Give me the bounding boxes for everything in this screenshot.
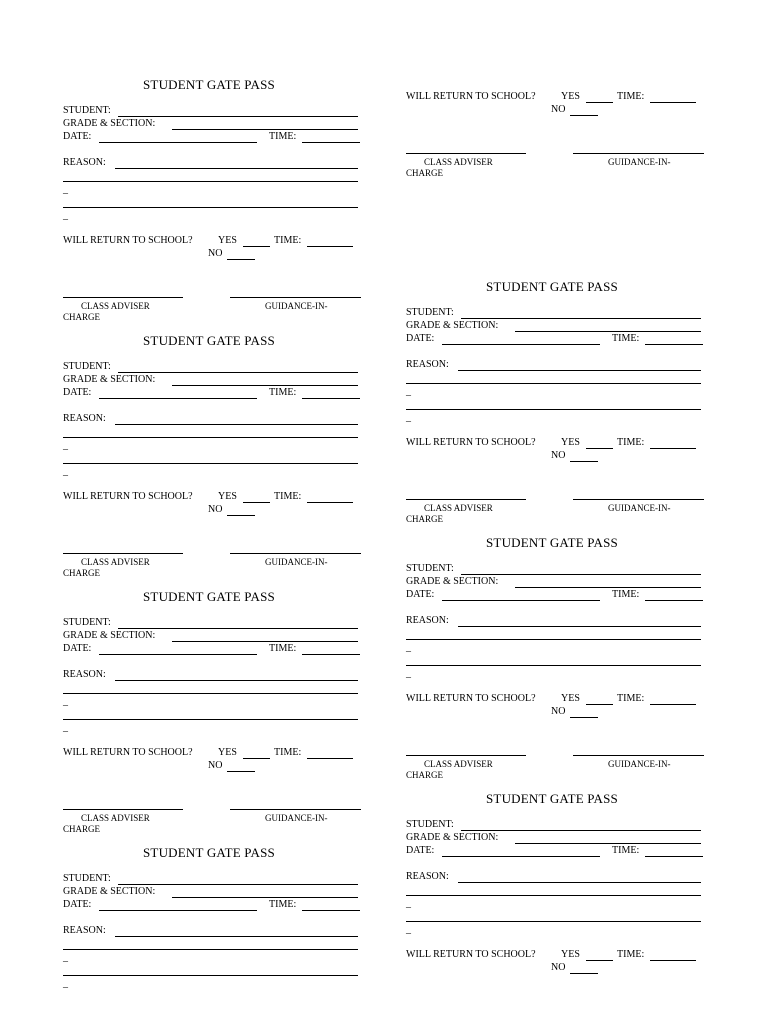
student-field[interactable] [118, 884, 358, 885]
will-return-label: WILL RETURN TO SCHOOL? [63, 235, 193, 246]
no-label: NO [208, 504, 223, 515]
yes-label: YES [218, 747, 237, 758]
dash-mark: _ [406, 642, 411, 653]
pass-title: STUDENT GATE PASS [486, 535, 618, 550]
reason-label: REASON: [406, 615, 449, 626]
grade-section-field[interactable] [515, 587, 701, 588]
no-label: NO [551, 450, 566, 461]
dash-mark: _ [406, 898, 411, 909]
return-time-label: TIME: [274, 235, 302, 246]
no-field[interactable] [570, 717, 598, 718]
no-field[interactable] [570, 461, 598, 462]
grade-section-label: GRADE & SECTION: [406, 320, 499, 331]
will-return-label: WILL RETURN TO SCHOOL? [406, 437, 536, 448]
dash-mark: _ [406, 924, 411, 935]
yes-label: YES [218, 491, 237, 502]
grade-section-field[interactable] [172, 129, 358, 130]
guidance-signature-line[interactable] [230, 809, 361, 810]
student-field[interactable] [461, 830, 701, 831]
pass-title: STUDENT GATE PASS [143, 845, 275, 860]
class-adviser-label: CLASS ADVISER [81, 557, 150, 567]
class-adviser-signature-line[interactable] [63, 297, 183, 298]
return-time-field[interactable] [650, 704, 696, 705]
grade-section-label: GRADE & SECTION: [63, 630, 156, 641]
yes-field[interactable] [586, 448, 613, 449]
reason-label: REASON: [63, 925, 106, 936]
no-field[interactable] [570, 115, 598, 116]
guidance-signature-line[interactable] [573, 755, 704, 756]
return-time-label: TIME: [617, 949, 645, 960]
grade-section-field[interactable] [515, 331, 701, 332]
time-label: TIME: [269, 899, 297, 910]
reason-label: REASON: [63, 413, 106, 424]
time-field[interactable] [302, 654, 360, 655]
reason-field-2[interactable] [406, 383, 701, 384]
yes-field[interactable] [586, 960, 613, 961]
student-field[interactable] [118, 372, 358, 373]
dash-mark: _ [63, 440, 68, 451]
student-field[interactable] [461, 574, 701, 575]
time-field[interactable] [645, 344, 703, 345]
grade-section-label: GRADE & SECTION: [406, 832, 499, 843]
will-return-label: WILL RETURN TO SCHOOL? [63, 491, 193, 502]
return-time-field[interactable] [650, 102, 696, 103]
student-field[interactable] [118, 628, 358, 629]
will-return-label: WILL RETURN TO SCHOOL? [63, 747, 193, 758]
reason-field-3[interactable] [63, 463, 358, 464]
class-adviser-signature-line[interactable] [406, 153, 526, 154]
no-field[interactable] [227, 515, 255, 516]
no-label: NO [208, 248, 223, 259]
pass-title: STUDENT GATE PASS [486, 791, 618, 806]
pass-title: STUDENT GATE PASS [143, 333, 275, 348]
no-field[interactable] [227, 259, 255, 260]
reason-field-1[interactable] [458, 370, 701, 371]
yes-label: YES [561, 949, 580, 960]
return-time-field[interactable] [650, 960, 696, 961]
class-adviser-signature-line[interactable] [63, 809, 183, 810]
time-field[interactable] [302, 398, 360, 399]
reason-label: REASON: [63, 157, 106, 168]
reason-field-1[interactable] [115, 680, 358, 681]
charge-label: CHARGE [63, 568, 101, 578]
return-time-field[interactable] [307, 502, 353, 503]
yes-label: YES [561, 693, 580, 704]
reason-field-3[interactable] [63, 719, 358, 720]
yes-label: YES [561, 437, 580, 448]
return-time-label: TIME: [274, 491, 302, 502]
yes-label: YES [218, 235, 237, 246]
no-label: NO [208, 760, 223, 771]
reason-field-2[interactable] [63, 181, 358, 182]
pass-title: STUDENT GATE PASS [143, 77, 275, 92]
reason-field-1[interactable] [115, 168, 358, 169]
time-label: TIME: [269, 131, 297, 142]
will-return-label: WILL RETURN TO SCHOOL? [406, 693, 536, 704]
guidance-signature-line[interactable] [230, 553, 361, 554]
grade-section-label: GRADE & SECTION: [63, 886, 156, 897]
reason-field-3[interactable] [406, 409, 701, 410]
return-time-field[interactable] [650, 448, 696, 449]
time-label: TIME: [612, 845, 640, 856]
grade-section-field[interactable] [172, 385, 358, 386]
date-label: DATE: [63, 131, 92, 142]
class-adviser-label: CLASS ADVISER [424, 503, 493, 513]
class-adviser-signature-line[interactable] [63, 553, 183, 554]
guidance-label: GUIDANCE-IN- [608, 503, 671, 513]
yes-field[interactable] [586, 704, 613, 705]
no-label: NO [551, 706, 566, 717]
time-field[interactable] [302, 910, 360, 911]
date-field[interactable] [99, 398, 257, 399]
return-time-label: TIME: [617, 437, 645, 448]
student-field[interactable] [461, 318, 701, 319]
return-time-label: TIME: [617, 91, 645, 102]
dash-mark: _ [63, 722, 68, 733]
class-adviser-label: CLASS ADVISER [81, 813, 150, 823]
dash-mark: _ [63, 952, 68, 963]
pass-title: STUDENT GATE PASS [143, 589, 275, 604]
guidance-signature-line[interactable] [230, 297, 361, 298]
class-adviser-label: CLASS ADVISER [81, 301, 150, 311]
date-label: DATE: [406, 333, 435, 344]
date-field[interactable] [442, 600, 600, 601]
time-field[interactable] [645, 600, 703, 601]
charge-label: CHARGE [63, 312, 101, 322]
date-label: DATE: [406, 845, 435, 856]
student-label: STUDENT: [406, 563, 454, 574]
student-field[interactable] [118, 116, 358, 117]
dash-mark: _ [406, 412, 411, 423]
dash-mark: _ [63, 184, 68, 195]
guidance-label: GUIDANCE-IN- [265, 813, 328, 823]
grade-section-field[interactable] [172, 641, 358, 642]
yes-field[interactable] [243, 758, 270, 759]
class-adviser-label: CLASS ADVISER [424, 157, 493, 167]
reason-field-1[interactable] [115, 936, 358, 937]
grade-section-label: GRADE & SECTION: [63, 118, 156, 129]
date-field[interactable] [99, 142, 257, 143]
dash-mark: _ [63, 466, 68, 477]
will-return-label: WILL RETURN TO SCHOOL? [406, 91, 536, 102]
charge-label: CHARGE [406, 514, 444, 524]
date-field[interactable] [442, 856, 600, 857]
reason-field-2[interactable] [406, 639, 701, 640]
date-label: DATE: [406, 589, 435, 600]
reason-field-3[interactable] [63, 207, 358, 208]
time-field[interactable] [302, 142, 360, 143]
reason-field-3[interactable] [63, 975, 358, 976]
reason-field-2[interactable] [406, 895, 701, 896]
guidance-label: GUIDANCE-IN- [265, 301, 328, 311]
student-label: STUDENT: [63, 361, 111, 372]
student-label: STUDENT: [63, 617, 111, 628]
dash-mark: _ [63, 210, 68, 221]
no-field[interactable] [570, 973, 598, 974]
reason-field-2[interactable] [63, 693, 358, 694]
grade-section-field[interactable] [172, 897, 358, 898]
reason-label: REASON: [63, 669, 106, 680]
dash-mark: _ [63, 696, 68, 707]
grade-section-field[interactable] [515, 843, 701, 844]
time-label: TIME: [269, 643, 297, 654]
guidance-signature-line[interactable] [573, 153, 704, 154]
reason-field-1[interactable] [115, 424, 358, 425]
student-label: STUDENT: [63, 873, 111, 884]
charge-label: CHARGE [406, 770, 444, 780]
charge-label: CHARGE [406, 168, 444, 178]
reason-field-1[interactable] [458, 626, 701, 627]
student-label: STUDENT: [63, 105, 111, 116]
time-label: TIME: [612, 333, 640, 344]
time-label: TIME: [612, 589, 640, 600]
no-label: NO [551, 962, 566, 973]
yes-field[interactable] [243, 502, 270, 503]
date-field[interactable] [442, 344, 600, 345]
no-field[interactable] [227, 771, 255, 772]
dash-mark: _ [63, 978, 68, 989]
class-adviser-label: CLASS ADVISER [424, 759, 493, 769]
yes-label: YES [561, 91, 580, 102]
pass-title: STUDENT GATE PASS [486, 279, 618, 294]
return-time-field[interactable] [307, 758, 353, 759]
guidance-label: GUIDANCE-IN- [608, 157, 671, 167]
date-field[interactable] [99, 654, 257, 655]
class-adviser-signature-line[interactable] [406, 755, 526, 756]
student-label: STUDENT: [406, 307, 454, 318]
reason-field-3[interactable] [406, 921, 701, 922]
return-time-label: TIME: [617, 693, 645, 704]
charge-label: CHARGE [63, 824, 101, 834]
student-label: STUDENT: [406, 819, 454, 830]
yes-field[interactable] [586, 102, 613, 103]
date-label: DATE: [63, 643, 92, 654]
return-time-field[interactable] [307, 246, 353, 247]
reason-label: REASON: [406, 871, 449, 882]
reason-field-2[interactable] [63, 949, 358, 950]
dash-mark: _ [406, 386, 411, 397]
reason-field-2[interactable] [63, 437, 358, 438]
yes-field[interactable] [243, 246, 270, 247]
guidance-label: GUIDANCE-IN- [608, 759, 671, 769]
guidance-signature-line[interactable] [573, 499, 704, 500]
grade-section-label: GRADE & SECTION: [63, 374, 156, 385]
will-return-label: WILL RETURN TO SCHOOL? [406, 949, 536, 960]
date-field[interactable] [99, 910, 257, 911]
reason-field-3[interactable] [406, 665, 701, 666]
reason-field-1[interactable] [458, 882, 701, 883]
reason-label: REASON: [406, 359, 449, 370]
dash-mark: _ [406, 668, 411, 679]
return-time-label: TIME: [274, 747, 302, 758]
guidance-label: GUIDANCE-IN- [265, 557, 328, 567]
class-adviser-signature-line[interactable] [406, 499, 526, 500]
date-label: DATE: [63, 899, 92, 910]
time-label: TIME: [269, 387, 297, 398]
time-field[interactable] [645, 856, 703, 857]
grade-section-label: GRADE & SECTION: [406, 576, 499, 587]
date-label: DATE: [63, 387, 92, 398]
no-label: NO [551, 104, 566, 115]
